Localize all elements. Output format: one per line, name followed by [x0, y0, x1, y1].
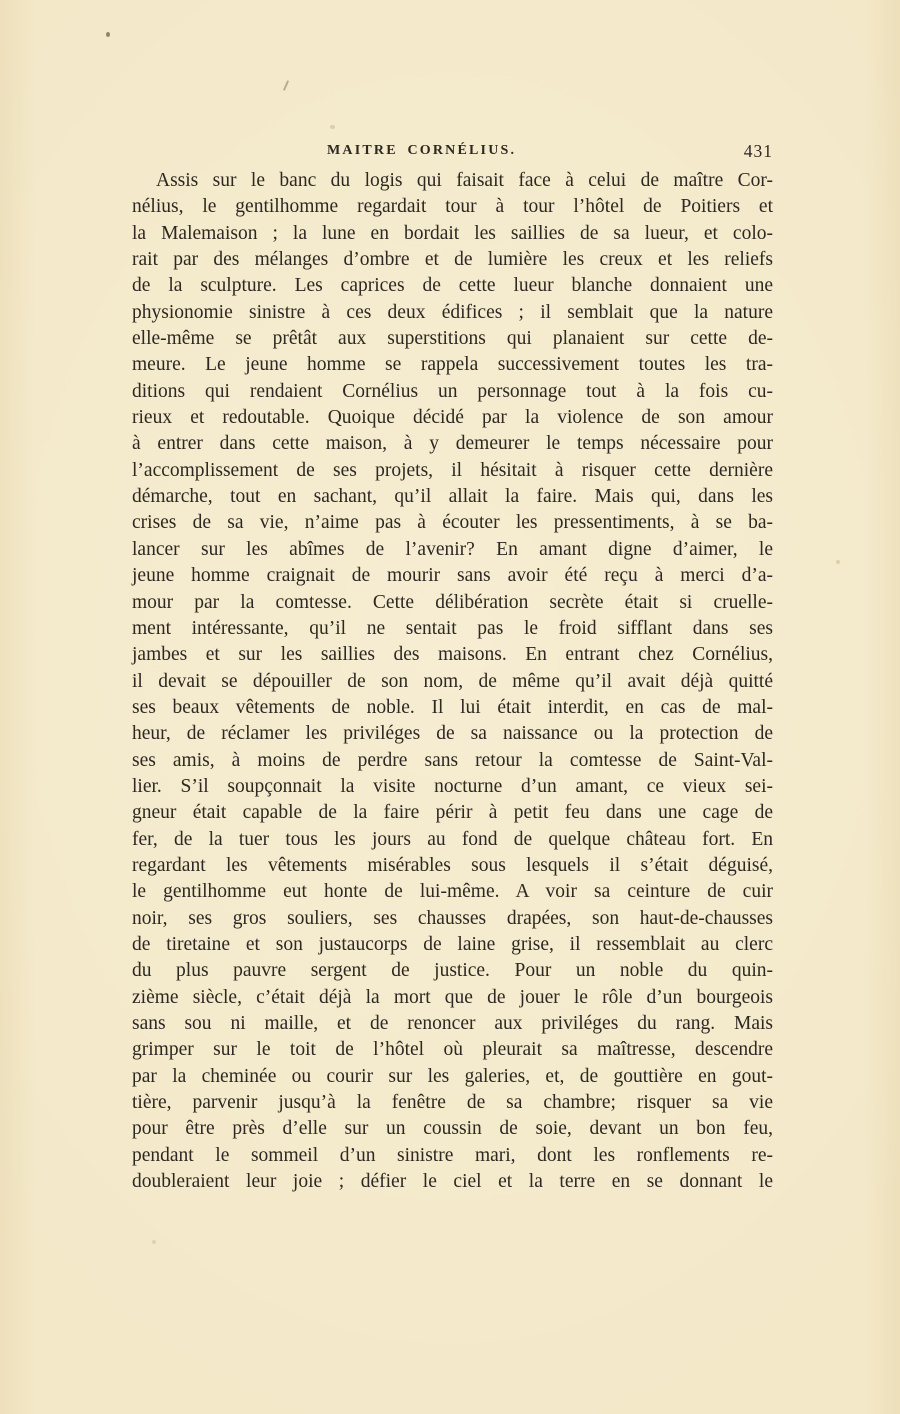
page-number: 431: [743, 141, 773, 161]
text-line: par la cheminée ou courir sur les galeries, et, de gouttière en gout-: [132, 1065, 773, 1087]
text-line: Assis sur le banc du logis qui faisait face à celui de maître Cor-: [156, 170, 773, 191]
text-line: fer, de la tuer tous les jours au fond de quelque château fort. En: [132, 828, 773, 850]
text-line: crises de sa vie, n’aime pas à écouter les pressentiments, à se ba-: [132, 512, 773, 534]
paper-speck: [283, 80, 289, 91]
text-line: heur, de réclamer les priviléges de sa naissance ou la protection de: [132, 723, 773, 745]
paper-speck: [330, 125, 335, 129]
text-line: jeune homme craignait de mourir sans avoir été reçu à merci d’a-: [132, 565, 773, 587]
text-line: ditions qui rendaient Cornélius un personnage tout à la fois cu-: [132, 380, 773, 402]
text-line: doubleraient leur joie ; défier le ciel et la terre en se donnant le: [132, 1171, 773, 1193]
text-line: sans sou ni maille, et de renoncer aux priviléges du rang. Mais: [132, 1013, 773, 1034]
text-line: regardant les vêtements misérables sous lesquels il s’était déguisé,: [132, 854, 773, 876]
text-line: grimper sur le toit de l’hôtel où pleurait sa maîtresse, descendre: [132, 1039, 773, 1061]
body-lines: [132, 168, 773, 1195]
text-line: le gentilhomme eut honte de lui-même. A voir sa ceinture de cuir: [132, 881, 773, 903]
paper-speck: [836, 560, 840, 564]
text-line: de la sculpture. Les caprices de cette lueur blanche donnaient une: [132, 275, 773, 297]
text-line: pendant le sommeil d’un sinistre mari, dont les ronflements re-: [132, 1144, 773, 1166]
text-line: ses amis, à moins de perdre sans retour la comtesse de Saint-Val-: [132, 749, 773, 771]
text-line: à entrer dans cette maison, à y demeurer le temps nécessaire pour: [132, 433, 773, 455]
text-line: mour par la comtesse. Cette délibération secrète était si cruelle-: [132, 591, 773, 613]
text-line: meure. Le jeune homme se rappela successivement toutes les tra-: [132, 354, 773, 376]
paper-speck: [152, 1240, 156, 1244]
text-line: jambes et sur les saillies des maisons. En entrant chez Cornélius,: [132, 644, 773, 666]
text-line: il devait se dépouiller de son nom, de même qu’il avait déjà quitté: [132, 670, 773, 692]
chapter-title: MAITRE CORNÉLIUS.: [327, 143, 517, 158]
text-line: ment intéressante, qu’il ne sentait pas le froid sifflant dans ses: [132, 617, 773, 639]
text-line: gneur était capable de la faire périr à petit feu dans une cage de: [132, 802, 773, 824]
text-line: démarche, tout en sachant, qu’il allait la faire. Mais qui, dans les: [132, 486, 773, 508]
text-line: pour être près d’elle sur un coussin de soie, devant un bon feu,: [132, 1118, 773, 1140]
text-line: lier. S’il soupçonnait la visite nocturne d’un amant, ce vieux sei-: [132, 775, 773, 797]
text-line: du plus pauvre sergent de justice. Pour un noble du quin-: [132, 960, 773, 982]
text-line: noir, ses gros souliers, ses chausses drapées, son haut-de-chausses: [132, 907, 773, 929]
text-line: tière, parvenir jusqu’à la fenêtre de sa chambre; risquer sa vie: [132, 1092, 773, 1114]
text-line: physionomie sinistre à ces deux édifices ; il semblait que la nature: [132, 301, 773, 323]
text-line: rait par des mélanges d’ombre et de lumière les creux et les reliefs: [132, 249, 773, 271]
text-line: de tiretaine et son justaucorps de laine grise, il ressemblait au clerc: [132, 933, 773, 955]
text-line: zième siècle, c’était déjà la mort que de jouer le rôle d’un bourgeois: [132, 986, 773, 1008]
text-line: l’accomplissement de ses projets, il hésitait à risquer cette dernière: [132, 459, 773, 481]
running-header: [132, 143, 773, 165]
text-line: lancer sur les abîmes de l’avenir? En amant digne d’aimer, le: [132, 538, 773, 560]
paper-speck: [106, 32, 110, 37]
text-line: nélius, le gentilhomme regardait tour à tour l’hôtel de Poitiers et: [132, 196, 773, 218]
text-line: rieux et redoutable. Quoique décidé par la violence de son amour: [132, 407, 773, 429]
text-line: la Malemaison ; la lune en bordait les saillies de sa lueur, et colo-: [132, 222, 773, 244]
text-line: ses beaux vêtements de noble. Il lui était interdit, en cas de mal-: [132, 696, 773, 718]
text-line: elle-même se prêtât aux superstitions qui planaient sur cette de-: [132, 328, 773, 350]
